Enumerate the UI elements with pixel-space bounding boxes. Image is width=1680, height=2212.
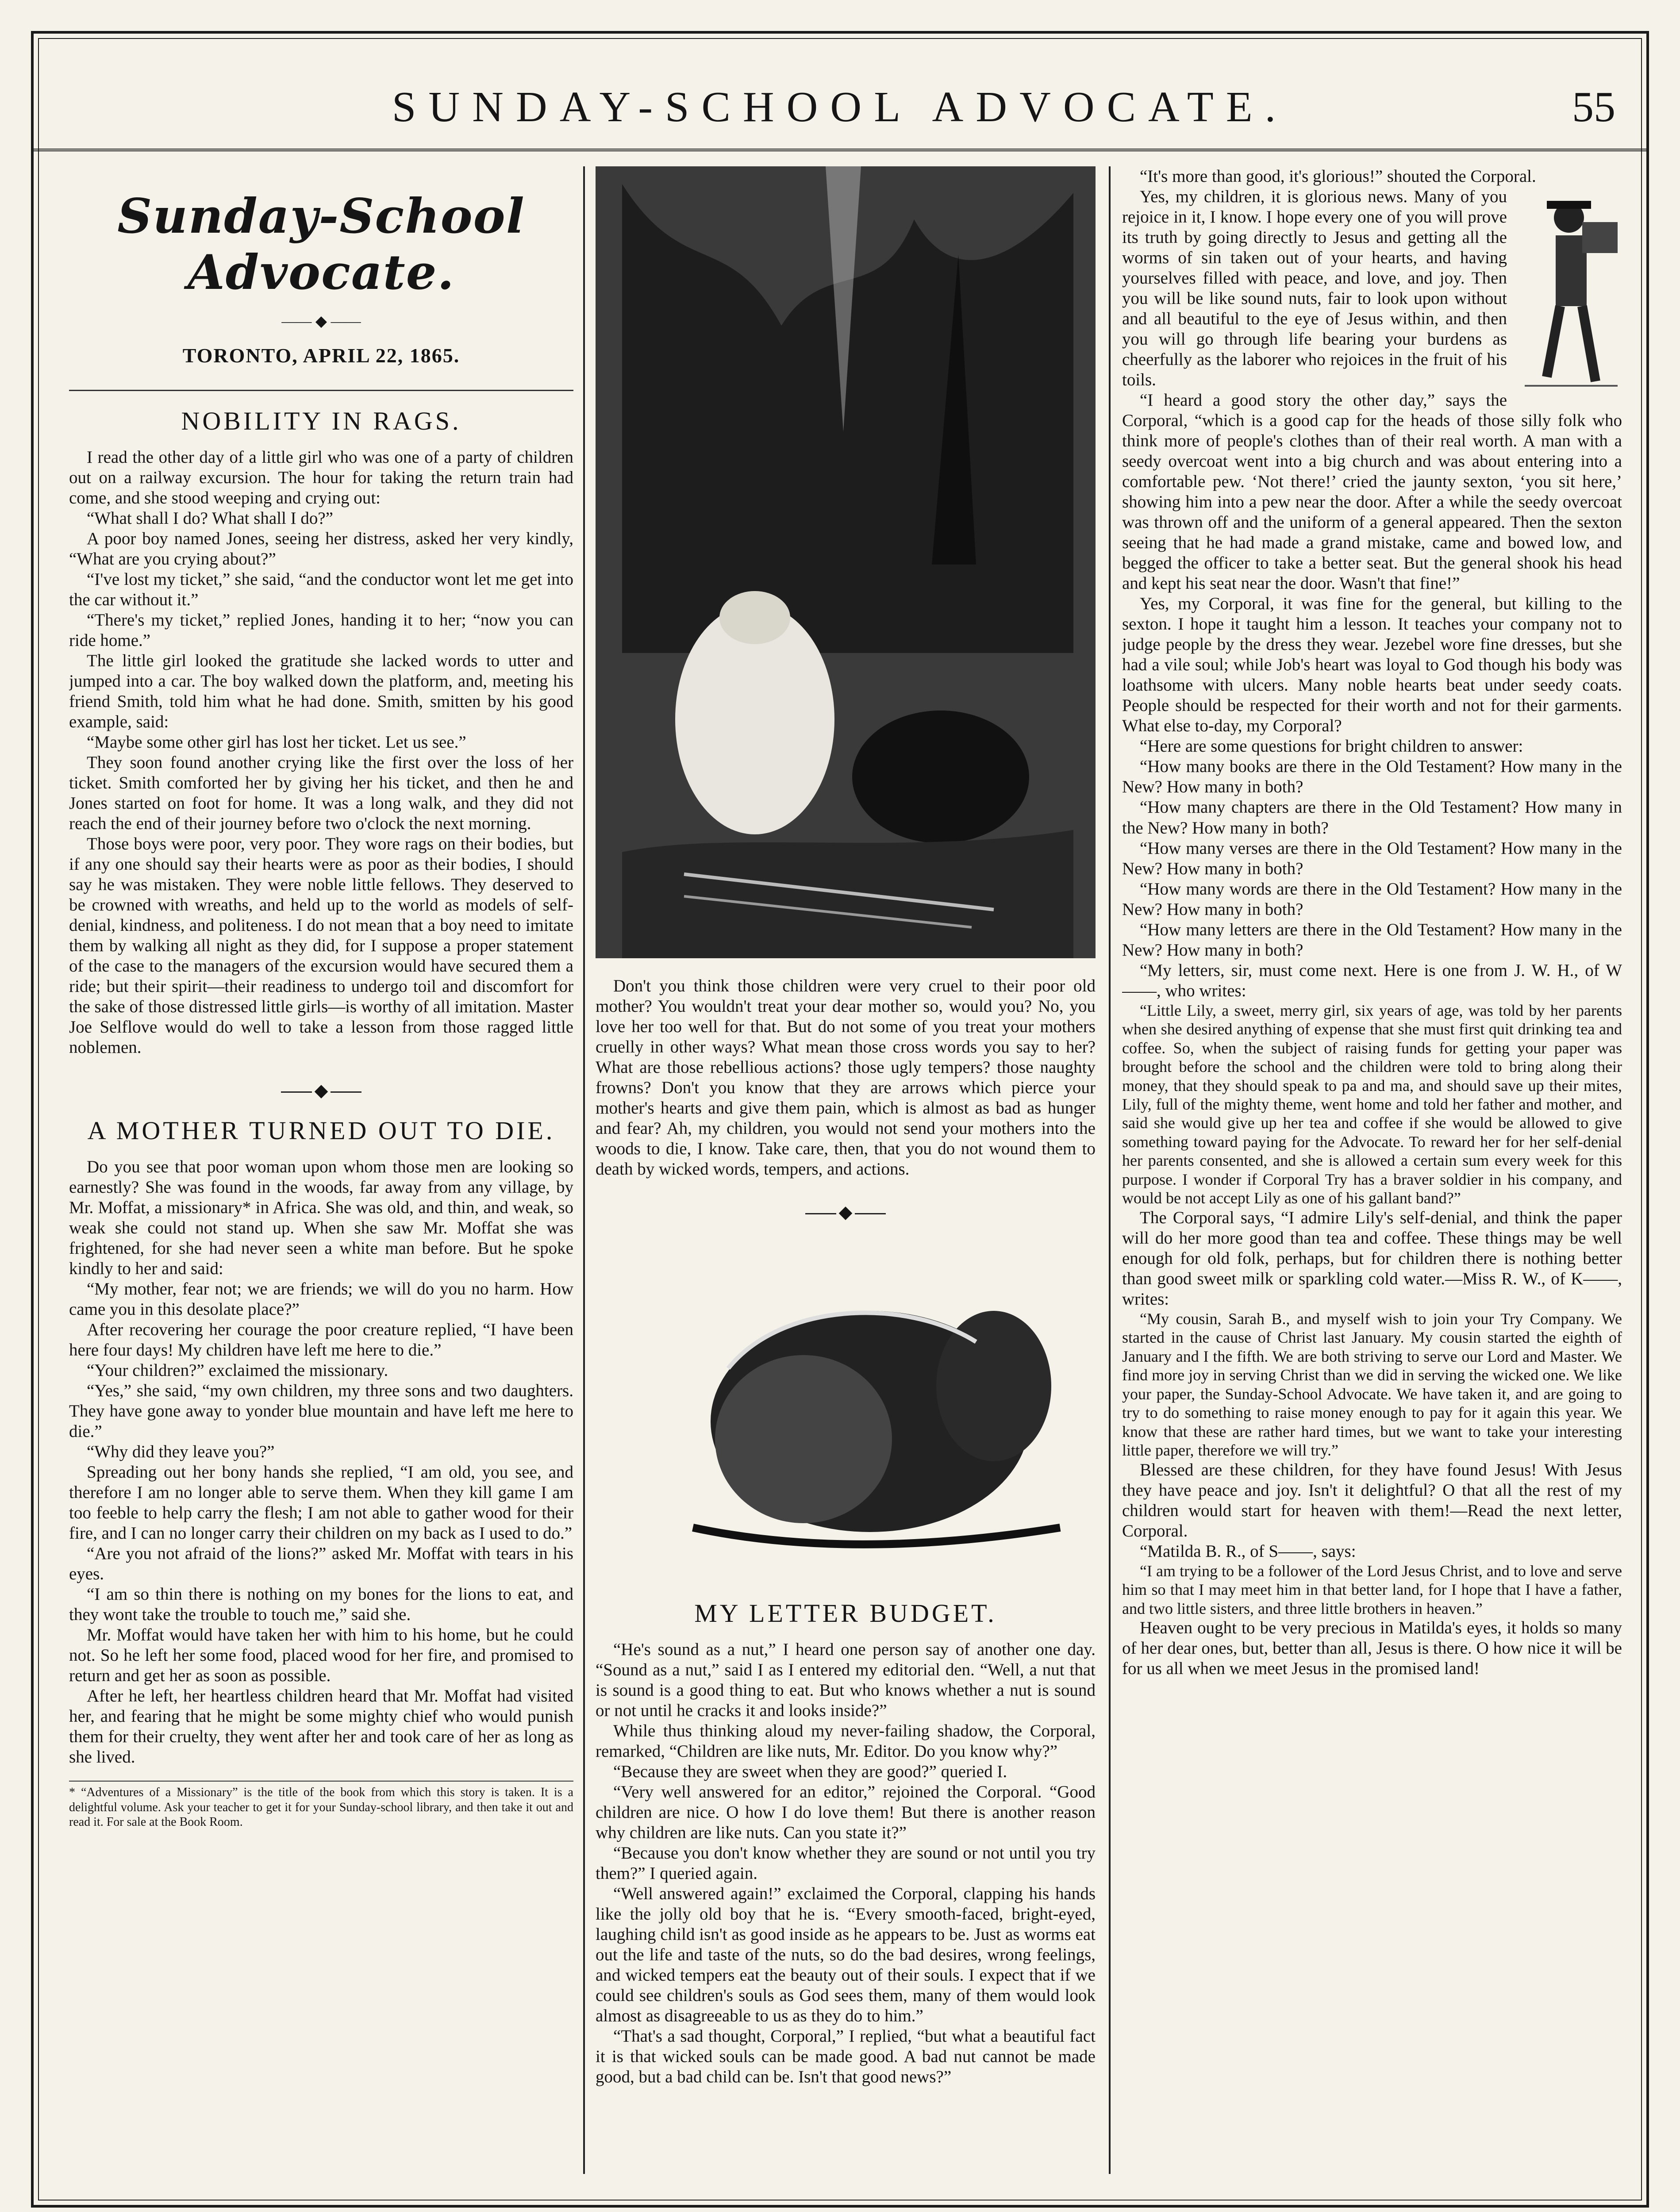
divider [69, 390, 573, 391]
paragraph: I read the other day of a little girl who was one of a party of children out on a railway excursion. The hour for taking the return train had come, and she stood weeping and crying out: [69, 447, 573, 507]
article-heading-nobility: NOBILITY IN RAGS. [181, 407, 461, 436]
column-rule [1109, 166, 1111, 2174]
paragraph: “Because they are sweet when they are good?” queried I. [613, 1762, 1007, 1781]
paragraph: “Your children?” exclaimed the missionary. [87, 1360, 388, 1380]
paragraph: “Very well answered for an editor,” rejoined the Corporal. “Good children are nice. O how I do love them! But there is another reason why children are like nuts. Can you state it?” [596, 1782, 1096, 1842]
page-number: 55 [1572, 83, 1615, 131]
paragraph: After he left, her heartless children heard that Mr. Moffat had visited her, and fearing that he might be some mighty chief who would punish them for their cruelty, they went after her and took care of her as long as she lived. [69, 1686, 573, 1767]
column-rule [583, 166, 585, 2174]
paragraph: “Well answered again!” exclaimed the Corporal, clapping his hands like the jolly old boy that he is. “Every smooth-faced, bright-eyed, laughing child isn't as good inside as he appears to be. Just as worms eat out the life and taste of the nuts, so do the bad desires, wrong feelings, and wicked tempers eat the beauty out of their souls. I expect that if we could see children's souls as God sees them, many of them would look almost as disagreeable to us as they do to him.” [596, 1884, 1096, 2026]
paragraph: “My mother, fear not; we are friends; we will do you no harm. How came you in this desolate place?” [69, 1279, 573, 1319]
section-separator: ◆ [69, 1080, 573, 1101]
paragraph: Yes, my children, it is glorious news. Many of you rejoice in it, I know. I hope every one of you will prove its truth by going directly to Jesus and getting all the worms of sin taken out of your hearts, and having yourselves filled with peace, and love, and joy. Then you will be like sound nuts, fair to look upon without and all beautiful to the eye of Jesus within, and then you will go through life bearing your burdens as cheerfully as the laborer who rejoices in the fruit of his toils. [1122, 187, 1507, 390]
letter-paragraph: “Little Lily, a sweet, merry girl, six years of age, was told by her parents when she desired anything of expense that she must first quit drinking tea and coffee. So, when the subject of raising funds for getting your paper was brought before the school and the children were told to bring along their money, that they should speak to pa and ma, and should save up their mites, Lily, full of the mighty theme, went home and told her father and mother, and said she would give up her tea and coffee if she would be allowed to give something toward paying for the Advocate. To reward her for her self-denial her parents consented, and she is allowed a certain sum every week for this purpose. I wonder if Corporal Try has a braver soldier in his company, and would be not accept Lily as one of his gallant band?” [1122, 1001, 1622, 1207]
paragraph: Blessed are these children, for they have found Jesus! With Jesus they have peace and joy. Isn't it delightful? O that all the rest of my children would start for heaven with them!—Read the next letter, Corporal. [1122, 1460, 1622, 1540]
paragraph: “My letters, sir, must come next. Here is one from J. W. H., of W——, who writes: [1122, 960, 1622, 1000]
engraving-nuts [596, 1236, 1096, 1581]
letter-paragraph: “I am trying to be a follower of the Lord Jesus Christ, and to love and serve him so that I may meet him in that better land, for I hope that I have a father, and two little sisters, and three little brothers in heaven.” [1122, 1562, 1622, 1617]
article-heading-mother: A MOTHER TURNED OUT TO DIE. [87, 1116, 555, 1145]
paragraph: “How many chapters are there in the Old Testament? How many in the New? How many in both? [1122, 798, 1622, 837]
paragraph: “I've lost my ticket,” she said, “and the conductor wont let me get into the car without it.” [69, 569, 573, 609]
article-body-budget-col2 [596, 1640, 1096, 2087]
paragraph: Heaven ought to be very precious in Matilda's eyes, it holds so many of her dear ones, but, better than all, Jesus is there. O how nice it will be for us all when we meet Jesus in the promised land! [1122, 1618, 1622, 1678]
engraving-forest-scene [596, 166, 1096, 958]
column-2 [596, 166, 1096, 2174]
letter-paragraph: “My cousin, Sarah B., and myself wish to join your Try Company. We started in the cause of Christ last January. My cousin started the eighth of January and I the fifth. We are both striving to serve our Lord and Master. We find more joy in serving Christ than we did in serving the wicked one. We like your paper, the Sunday-School Advocate. We have taken it, and are going to try to do something to raise money enough to pay for it again this year. We know that these are rather hard times, but we want to take your interesting little paper, therefore we will try.” [1122, 1310, 1622, 1459]
paragraph: “Are you not afraid of the lions?” asked Mr. Moffat with tears in his eyes. [69, 1544, 573, 1584]
paragraph: “How many letters are there in the Old Testament? How many in the New? How many in both? [1122, 920, 1622, 960]
ornament-divider: —— ◆ —— [281, 313, 361, 330]
paragraph: “How many books are there in the Old Testament? How many in the New? How many in both? [1122, 757, 1622, 797]
article-heading-budget: MY LETTER BUDGET. [694, 1599, 997, 1628]
footnote: * “Adventures of a Missionary” is the title of the book from which this story is taken. It is a delightful volume. Ask your teacher to get it for your Sunday-school library, and then take it out and read it. For sale at the Book Room. [69, 1781, 573, 1830]
paragraph: “Yes,” she said, “my own children, my three sons and two daughters. They have gone away to yonder blue mountain and have left me here to die.” [69, 1381, 573, 1441]
paragraph: “Here are some questions for bright children to answer: [1140, 737, 1523, 756]
paragraph: Don't you think those children were very cruel to their poor old mother? You wouldn't treat your dear mother so, would you? No, you love her too well for that. But do not some of you treat your mothers cruelly in other ways? What mean those cross words you say to her? What are those rebellious actions? those ugly tempers? those naughty frowns? Don't you know that they are arrows which pierce your mother's hearts and give them pain, which is almost as bad as hunger and fear? Ah, my children, you would not send your mothers into the woods to die, I know. Take care, then, that you do not wound them to death by wicked words, tempers, and actions. [596, 976, 1096, 1179]
paragraph: After recovering her courage the poor creature replied, “I have been here four days! My children have left me here to die.” [69, 1320, 573, 1359]
nameplate: Sunday-School Advocate. [117, 188, 525, 301]
paragraph: “That's a sad thought, Corporal,” I replied, “but what a beautiful fact it is that wicked souls can be made good. A bad nut cannot be made good, but a bad child can be. Isn't that good news?” [596, 2027, 1096, 2087]
masthead [34, 78, 1646, 151]
article-body-nobility [69, 447, 573, 1058]
paragraph: “Why did they leave you?” [87, 1442, 275, 1461]
paragraph: Those boys were poor, very poor. They wore rags on their bodies, but if any one should say their hearts were as poor as their bodies, I should say he was mistaken. They were noble little fellows. They deserved to be crowned with wreaths, and held up to the world as models of self-denial, kindness, and politeness. I do not mean that a boy need to imitate them by walking all night as they did, for I suppose a proper statement of the case to the managers of the excursion would have secured them a ride; but their spirit—their readiness to undergo toil and discomfort for the sake of those distressed little girls—is worthy of all imitation. Master Joe Selflove would do well to take a lesson from those ragged little noblemen. [69, 834, 573, 1057]
paragraph: “Maybe some other girl has lost her ticket. Let us see.” [87, 732, 466, 752]
paragraph: “What shall I do? What shall I do?” [87, 508, 333, 528]
paragraph: “Matilda B. R., of S——, says: [1140, 1541, 1356, 1561]
paragraph: A poor boy named Jones, seeing her distress, asked her very kindly, “What are you crying about?” [69, 529, 573, 568]
paragraph: “How many verses are there in the Old Testament? How many in the New? How many in both? [1122, 838, 1622, 878]
paragraph: “There's my ticket,” replied Jones, handing it to her; “now you can ride home.” [69, 610, 573, 650]
newspaper-page [31, 31, 1649, 2208]
paragraph: The Corporal says, “I admire Lily's self-denial, and think the paper will do her more good than tea and coffee. These things may be well enough for old folk, perhaps, but for children there is nothing better than good sweet milk or sparkling cold water.—Miss R. W., of K——, writes: [1122, 1208, 1622, 1309]
paragraph: The little girl looked the gratitude she lacked words to utter and jumped into a car. The boy walked down the platform, and, meeting his friend Smith, told him what he had done. Smith, smitten by his good example, said: [69, 651, 573, 731]
paragraph: They soon found another crying like the first over the loss of her ticket. Smith comforted her by giving her his ticket, and then he and Jones started on foot for home. It was a long walk, and they did not reach the end of their journey before two o'clock the next morning. [69, 753, 573, 833]
column-1 [69, 166, 573, 2174]
masthead-title: SUNDAY-SCHOOL ADVOCATE. [392, 83, 1288, 131]
paragraph: “It's more than good, it's glorious!” shouted the Corporal. [1140, 167, 1536, 186]
laborer-engraving-icon [1516, 191, 1622, 403]
section-separator: ◆ [596, 1202, 1096, 1222]
paragraph: “How many words are there in the Old Testament? How many in the New? How many in both? [1122, 879, 1622, 919]
forest-engraving-icon [596, 166, 1096, 958]
paragraph: While thus thinking aloud my never-failing shadow, the Corporal, remarked, “Children are like nuts, Mr. Editor. Do you know why?” [596, 1721, 1096, 1761]
paragraph: “He's sound as a nut,” I heard one person say of another one day. “Sound as a nut,” said I as I entered my editorial den. “Well, a nut that is sound is a good thing to eat. But who knows whether a nut is sound or not until he cracks it and looks inside?” [596, 1640, 1096, 1720]
paragraph: Yes, my Corporal, it was fine for the general, but killing to the sexton. I hope it taught him a lesson. It teaches your company not to judge people by the dress they wear. Jezebel wore fine dresses, but she had a vile soul; while Job's heart was loyal to God though his body was loathsome with ulcers. Many noble hearts beat under seedy coats. People should be respected for their worth and not for their garments. What else to-day, my Corporal? [1122, 594, 1622, 736]
dateline: TORONTO, APRIL 22, 1865. [182, 344, 460, 367]
paragraph: “I heard a good story the other day,” says the Corporal, “which is a good cap for the heads of those silly folk who think more of people's clothes than of their real worth. A man with a seedy overcoat went into a big church and was about entering into a comfortable pew. ‘Not there!’ cried the jaunty sexton, ‘you sit here,’ showing him into a pew near the door. After a while the seedy overcoat was thrown off and the uniform of a general appeared. Then the sexton seeing that he had made a grand mistake, came and bowed low, and begged the officer to take a better seat. But the general shook his head and kept his seat near the door. Wasn't that fine!” [1122, 391, 1622, 593]
article-body-mother [69, 1157, 573, 1767]
column-3 [1122, 166, 1622, 2174]
paragraph: Do you see that poor woman upon whom those men are looking so earnestly? She was found in the woods, far away from any village, by Mr. Moffat, a missionary* in Africa. She was old, and thin, and weak, so weak she could not stand up. When she saw Mr. Moffat she was frightened, for she had never seen a white man before. But he spoke kindly to her and said: [69, 1157, 573, 1278]
engraving-laborer [1516, 191, 1622, 403]
paragraph: Spreading out her bony hands she replied, “I am old, you see, and therefore I am no longer able to serve them. When they kill game I am too feeble to help carry the flesh; I am not able to gather wood for their fire, and I can no longer carry their children on my back as I used to do.” [69, 1463, 573, 1543]
paragraph: “Because you don't know whether they are sound or not until you try them?” I queried again. [596, 1843, 1096, 1883]
nuts-engraving-icon [596, 1236, 1096, 1581]
paragraph: “I am so thin there is nothing on my bones for the lions to eat, and they wont take the trouble to touch me,” said she. [69, 1585, 573, 1624]
paragraph: Mr. Moffat would have taken her with him to his home, but he could not. So he left her some food, placed wood for her fire, and promised to return and get her as soon as possible. [69, 1625, 573, 1686]
